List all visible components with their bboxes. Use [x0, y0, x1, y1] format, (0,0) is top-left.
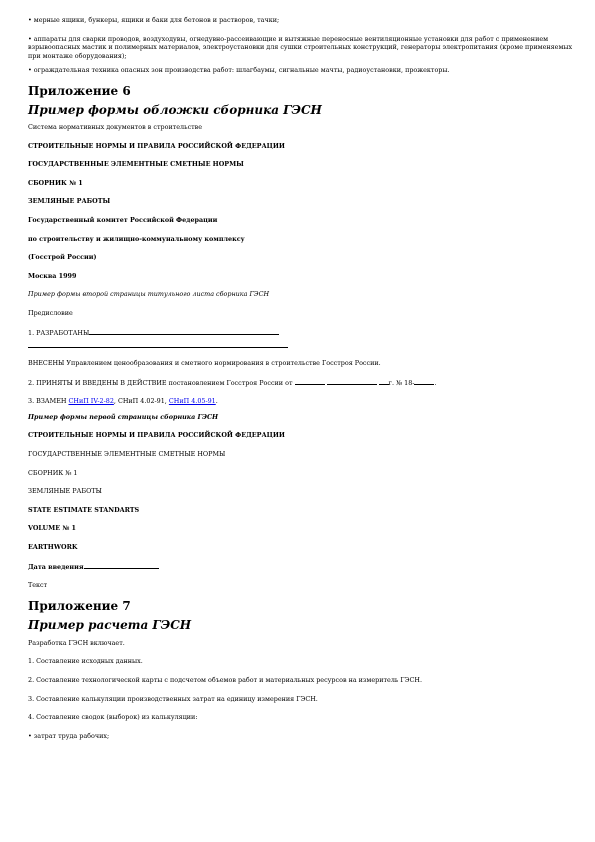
adopted-number-blank: [414, 378, 434, 385]
intro-date-line: [28, 562, 573, 572]
appendix-6-title: Приложение 6: [28, 83, 131, 98]
text-line: Текст: [28, 581, 48, 590]
bullet-line-1: • мерные ящики, бункеры, ящики и баки для бетонов и растворов, тачки;: [28, 16, 280, 24]
step-1-line: 1. Составление исходных данных.: [28, 657, 143, 666]
includes-line: Разработка ГЭСН включает.: [28, 638, 125, 647]
adopted-mid: г. №: [388, 378, 403, 387]
appendix-7-title: Приложение 7: [28, 598, 131, 613]
collection-line-2: СБОРНИК № 1: [28, 468, 78, 477]
earthworks-line-2: ЗЕМЛЯНЫЕ РАБОТЫ: [28, 487, 102, 496]
appendix-6-subtitle: Пример формы обложки сборника ГЭСН: [28, 102, 322, 117]
state-norms-line: ГОСУДАРСТВЕННЫЕ ЭЛЕМЕНТНЫЕ СМЕТНЫЕ НОРМЫ: [28, 160, 244, 169]
state-norms-line-2: ГОСУДАРСТВЕННЫЕ ЭЛЕМЕНТНЫЕ СМЕТНЫЕ НОРМЫ: [28, 450, 226, 459]
developed-line: [28, 328, 573, 338]
norms-line: СТРОИТЕЛЬНЫЕ НОРМЫ И ПРАВИЛА РОССИЙСКОЙ ФЕДЕРАЦИИ: [28, 141, 285, 150]
earthwork-en-line: EARTHWORK: [28, 543, 78, 552]
step-3-line: 3. Составление калькуляции производственных затрат на единицу измерения ГЭСН.: [28, 694, 318, 703]
earthworks-line: ЗЕМЛЯНЫЕ РАБОТЫ: [28, 197, 111, 206]
second-page-example: Пример формы второй страницы титульного листа сборника ГЭСН: [28, 290, 270, 299]
snip-iv-2-82-link[interactable]: СНиП IV-2-82: [68, 397, 114, 406]
committee-line-2: по строительству и жилищно-коммунальному комплексу: [28, 234, 245, 243]
intro-date-blank: [84, 562, 159, 569]
first-page-example: Пример формы первой страницы сборника ГЭСН: [28, 412, 219, 421]
collection-line: СБОРНИК № 1: [28, 178, 83, 187]
state-standards-line: STATE ESTIMATE STANDARTS: [28, 505, 140, 514]
adopted-month-blank: [327, 378, 377, 385]
bullet-line-3: • ограждательная техника опасных зон производства работ: шлагбаумы, сигнальные мачты, радиоустановки, прожекторы.: [28, 66, 450, 75]
replaced-end: .: [215, 397, 218, 406]
system-line: Система нормативных документов в строительстве: [28, 122, 203, 131]
replaced-line: [28, 397, 573, 406]
blank-full-line: [28, 347, 288, 348]
volume-line: VOLUME № 1: [28, 524, 76, 533]
city-line: Москва 1999: [28, 271, 77, 280]
introduced-line: ВНЕСЕНЫ Управлением ценообразования и сметного нормирования в строительстве Госстроя России.: [28, 359, 381, 368]
adopted-line: 2. ПРИНЯТЫ И ВВЕДЕНЫ В ДЕЙСТВИЕ постановлением Госстроя России от г. № 18- .: [28, 378, 437, 387]
developed-blank: [89, 328, 279, 335]
adopted-day-blank: [295, 378, 325, 385]
adopted-prefix: 2. ПРИНЯТЫ И ВВЕДЕНЫ В ДЕЙСТВИЕ постановлением Госстроя России от: [28, 378, 293, 387]
step-2-line: 2. Составление технологической карты с подсчетом объемов работ и материальных ресурсов на измеритель ГЭСН.: [28, 676, 423, 684]
snip-4-05-91-link[interactable]: СНиП 4.05-91: [168, 397, 216, 406]
labor-bullet-line: • затрат труда рабочих;: [28, 731, 110, 740]
foreword-line: Предисловие: [28, 308, 73, 317]
committee-line: Государственный комитет Российской Федерации: [28, 215, 218, 224]
replaced-mid: , СНиП 4.02-91,: [113, 397, 167, 406]
adopted-year-blank: [379, 378, 389, 385]
gosstroy-line: (Госстрой России): [28, 253, 97, 262]
replaced-prefix: 3. ВЗАМЕН: [28, 397, 67, 406]
appendix-7-subtitle: Пример расчета ГЭСН: [28, 617, 192, 632]
step-4-line: 4. Составление сводок (выборок) из калькуляции:: [28, 713, 198, 722]
adopted-number: 18-: [404, 378, 415, 387]
bullet-line-2: • аппараты для сварки проводов, воздуходувы, огнедувно-рассеивающие и вытяжные переносные вентиляционные установки для работ с применением взрывоопасных мастик и полимерных материалов, электроустановки для сушки строительных конструкций, генераторы электропитания (кроме применяемых при монтаже оборудования);: [28, 34, 573, 60]
norms-line-2: СТРОИТЕЛЬНЫЕ НОРМЫ И ПРАВИЛА РОССИЙСКОЙ ФЕДЕРАЦИИ: [28, 431, 285, 440]
intro-date-label: Дата введения: [28, 562, 84, 571]
developed-label: 1. РАЗРАБОТАНЫ: [28, 328, 90, 337]
